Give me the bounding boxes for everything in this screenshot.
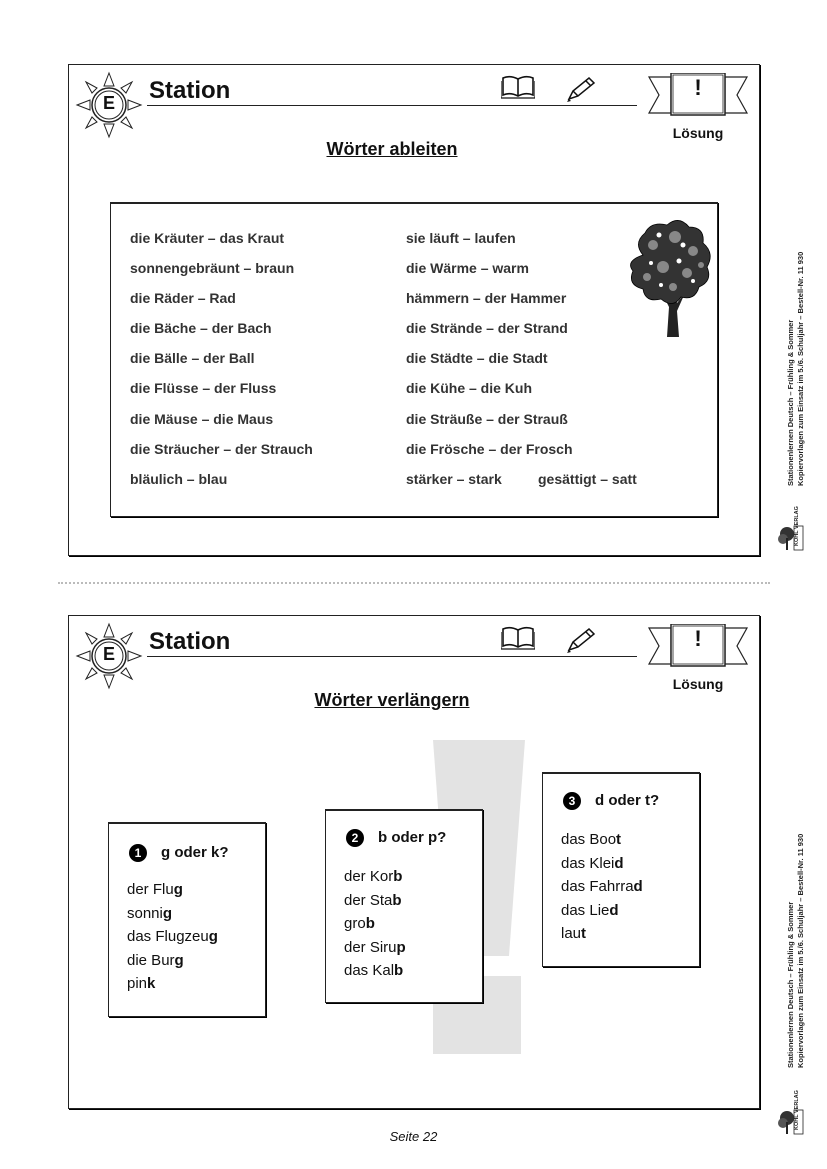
- solution-label: Lösung: [672, 676, 724, 692]
- station-title: Station: [149, 628, 231, 655]
- exercise-box-g-k: [108, 822, 266, 1017]
- solution-mark: !: [694, 75, 702, 100]
- word-pair: gesättigt – satt: [538, 471, 637, 487]
- answer-list: [561, 828, 643, 946]
- cut-line-divider: [58, 582, 770, 584]
- word-pair: die Städte – die Stadt: [406, 350, 548, 366]
- solution-label: Lösung: [672, 125, 724, 141]
- station-card-verlaengern: [68, 615, 760, 1109]
- tree-icon: [623, 215, 715, 337]
- number-badge-1: 1: [129, 844, 147, 862]
- exercise-box-b-p: [325, 809, 483, 1003]
- word-pair: die Kräuter – das Kraut: [130, 230, 285, 246]
- list-item: grob: [344, 915, 375, 932]
- list-item: das Kalb: [344, 962, 404, 979]
- sidebar-series-title: Stationenlernen Deutsch – Frühling & Sommer: [786, 319, 795, 486]
- word-pair: die Bälle – der Ball: [130, 350, 255, 366]
- list-item: der Sirup: [344, 938, 406, 956]
- list-item: pink: [127, 975, 156, 992]
- exercise-heading-text: g oder k?: [161, 844, 229, 861]
- solution-mark: !: [694, 626, 702, 651]
- page-number: Seite 22: [389, 1129, 438, 1144]
- word-pair: die Wärme – warm: [406, 260, 529, 276]
- word-pair: die Sträuße – der Strauß: [406, 411, 568, 427]
- list-item: das Kleid: [561, 854, 624, 872]
- word-pair: die Kühe – die Kuh: [406, 380, 533, 396]
- word-pair: die Flüsse – der Fluss: [130, 380, 277, 396]
- section-title: Wörter ableiten: [326, 139, 458, 159]
- pencil-icon: [565, 626, 597, 654]
- station-card-ableiten: [68, 64, 760, 556]
- badge-letter: E: [102, 93, 115, 113]
- station-title: Station: [149, 77, 231, 104]
- number-badge-3: 3: [563, 792, 581, 810]
- word-pair: bläulich – blau: [130, 471, 228, 487]
- sidebar-order-info: Kopiervorlagen zum Einsatz im 5./6. Schuljahr – Bestell-Nr. 11 930: [796, 833, 805, 1068]
- exercise-heading: [346, 829, 446, 847]
- word-pair: die Bäche – der Bach: [130, 320, 272, 336]
- open-book-icon: [501, 626, 535, 650]
- title-rule: [147, 656, 637, 657]
- list-item: sonnig: [127, 904, 173, 922]
- word-pair: hämmern – der Hammer: [406, 290, 567, 306]
- title-rule: [147, 105, 637, 106]
- word-pair: die Strände – der Strand: [406, 320, 568, 336]
- list-item: laut: [561, 925, 587, 942]
- list-item: das Lied: [561, 901, 619, 919]
- exercise-heading: [129, 844, 229, 862]
- list-item: die Burg: [127, 951, 184, 969]
- sidebar-series-title: Stationenlernen Deutsch – Frühling & Sommer: [786, 901, 795, 1068]
- word-pair: die Frösche – der Frosch: [406, 441, 573, 457]
- badge-letter: E: [102, 644, 115, 664]
- word-pair: die Sträucher – der Strauch: [130, 441, 313, 457]
- exercise-box-d-t: [542, 772, 700, 967]
- pencil-icon: [565, 75, 597, 103]
- word-pair: sonnengebräunt – braun: [130, 260, 295, 276]
- list-item: der Flug: [127, 881, 183, 898]
- exercise-heading-text: b oder p?: [378, 829, 447, 846]
- answer-list: [127, 878, 218, 996]
- answer-list: [344, 865, 406, 983]
- sidebar-order-info: Kopiervorlagen zum Einsatz im 5./6. Schuljahr – Bestell-Nr. 11 930: [796, 251, 805, 486]
- sidebar-publisher: KOHL VERLAG: [794, 1090, 800, 1130]
- list-item: der Stab: [344, 891, 402, 909]
- word-pair: stärker – stark: [406, 471, 502, 487]
- list-item: das Flugzeug: [127, 928, 218, 945]
- list-item: das Boot: [561, 831, 622, 848]
- word-pair: die Mäuse – die Maus: [130, 411, 274, 427]
- sidebar-publisher: KOHL VERLAG: [794, 506, 800, 546]
- section-title: Wörter verlängern: [314, 690, 470, 710]
- exercise-heading-text: d oder t?: [595, 792, 660, 809]
- list-item: der Korb: [344, 868, 403, 885]
- word-pair: die Räder – Rad: [130, 290, 236, 306]
- open-book-icon: [501, 75, 535, 99]
- list-item: das Fahrrad: [561, 878, 643, 895]
- number-badge-2: 2: [346, 829, 364, 847]
- word-pair: sie läuft – laufen: [406, 230, 516, 246]
- exercise-heading: [563, 792, 659, 810]
